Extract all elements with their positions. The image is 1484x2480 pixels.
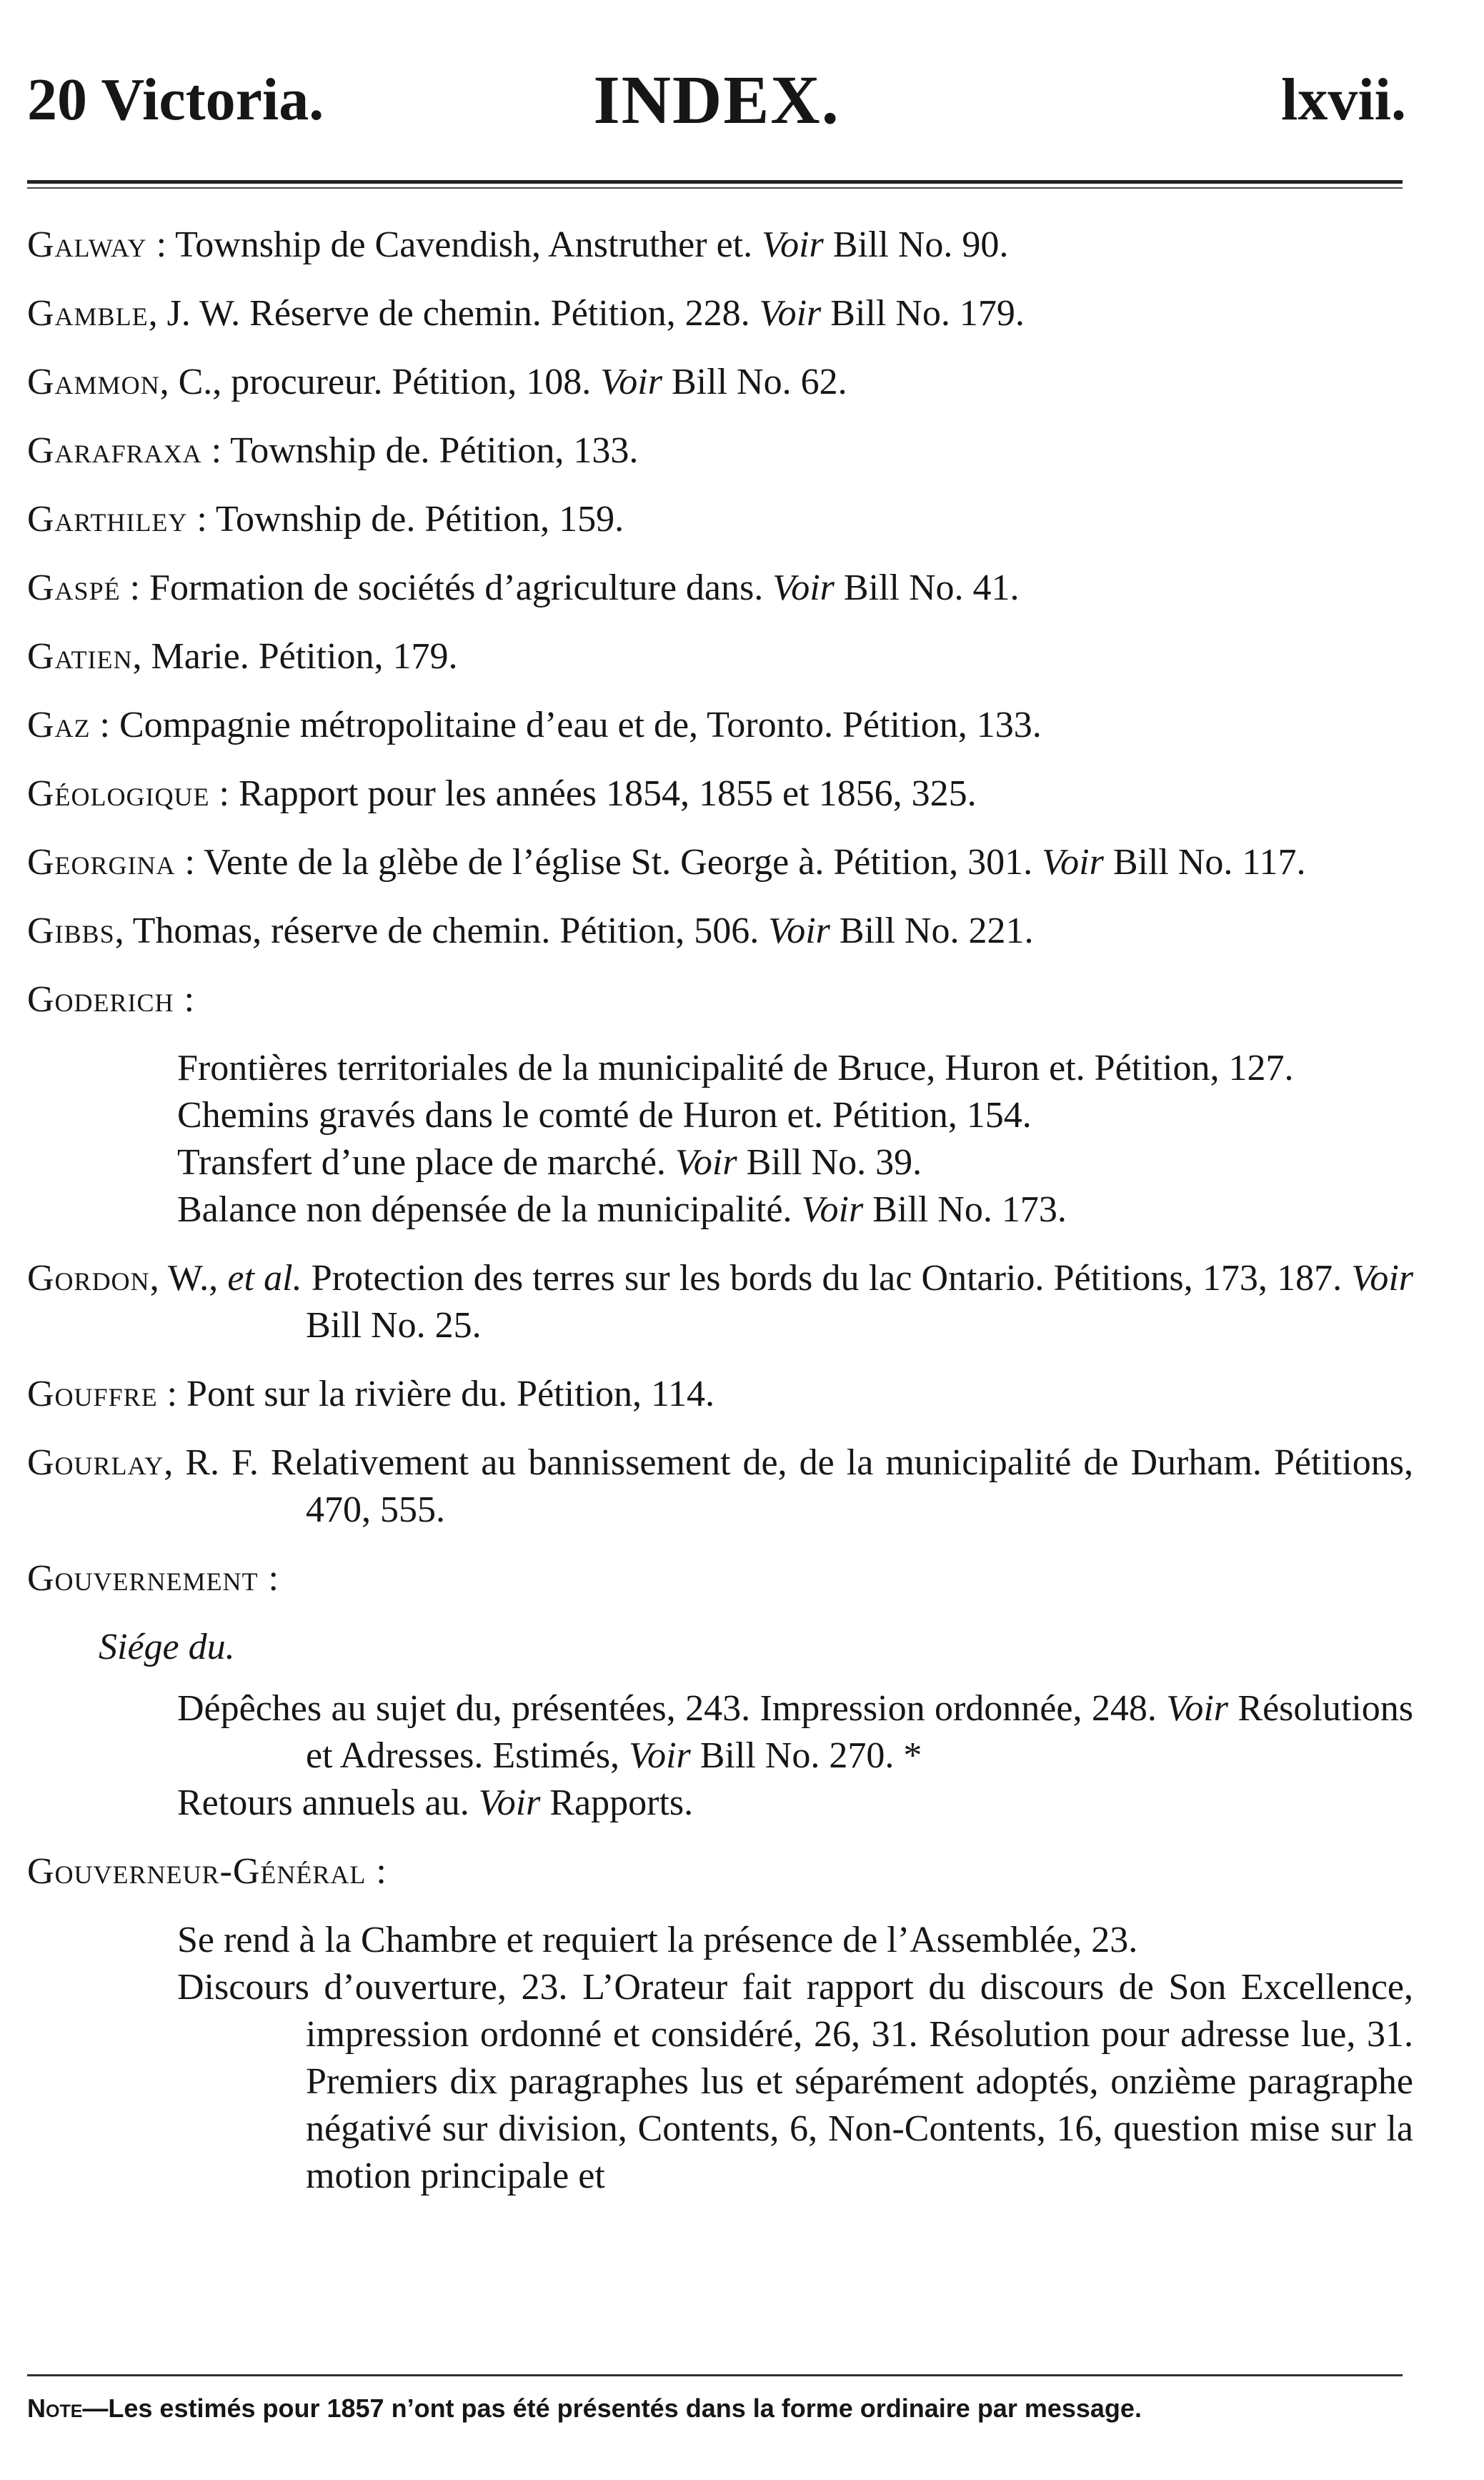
entry-head: Gatien	[27, 636, 133, 677]
index-entry-gaspe	[27, 565, 1413, 612]
subentry-text: Transfert d’une place de marché.	[177, 1142, 675, 1183]
index-entry-gouffre	[27, 1371, 1413, 1418]
entry-text: : Formation de sociétés d’agriculture dans.	[120, 567, 773, 608]
subentry-voir: Voir	[674, 1142, 737, 1183]
index-entry-gourlay	[27, 1439, 1413, 1534]
index-entry-gatien	[27, 633, 1413, 680]
entry-heading	[27, 976, 1413, 1023]
subentry-text: Discours d’ouverture, 23. L’Orateur fait rapport du discours de Son Excellence, impression ordonné et considéré, 26, 31. Résolution pour adresse lue, 31. Premiers dix paragraphes lus et séparément adoptés, onzième paragraphe négativé sur division, Contents, 6, Non-Contents, 16, question mise sur la motion principale et	[177, 1967, 1413, 2196]
entry-head: Gammon	[27, 362, 160, 402]
entry-text: : Rapport pour les années 1854, 1855 et 1856, 325.	[209, 773, 977, 814]
index-entry-gibbs	[27, 908, 1413, 955]
entry-head: Georgina	[27, 842, 176, 883]
entry-colon: :	[366, 1851, 387, 1892]
index-entry-geologique	[27, 770, 1413, 818]
entry-tail: Bill No. 117.	[1103, 842, 1306, 883]
index-entry-gouvernement	[27, 1555, 1413, 1827]
index-entry-gaz	[27, 702, 1413, 749]
entry-text: , Marie. Pétition, 179.	[132, 636, 458, 677]
entry-voir: Voir	[762, 224, 824, 265]
subentry	[27, 1917, 1413, 1964]
subentry-tail: Bill No. 173.	[863, 1189, 1067, 1230]
entry-voir: Voir	[768, 911, 830, 951]
footnote-rule	[27, 2374, 1403, 2376]
entry-text: , J. W. Réserve de chemin. Pétition, 228.	[148, 293, 760, 334]
footnote-text: —Les estimés pour 1857 n’ont pas été présentés dans la forme ordinaire par message.	[82, 2394, 1142, 2423]
subentry	[27, 1780, 1413, 1827]
index-entry-goderich	[27, 976, 1413, 1234]
header-session: 20 Victoria.	[27, 66, 324, 133]
entry-head: Garthiley	[27, 499, 188, 540]
subentry-text: Chemins gravés dans le comté de Huron et. Pétition, 154.	[177, 1095, 1032, 1136]
entry-voir: Voir	[1351, 1258, 1413, 1299]
header-page-number: lxvii.	[1280, 66, 1406, 133]
subentry-text: Balance non dépensée de la municipalité.	[177, 1189, 802, 1230]
entry-text: : Township de. Pétition, 159.	[187, 499, 624, 540]
header-rule-thin	[27, 187, 1403, 189]
entry-text: : Township de. Pétition, 133.	[201, 430, 639, 471]
entry-colon: :	[174, 979, 196, 1020]
entry-voir: Voir	[759, 293, 822, 334]
index-entry-gordon	[27, 1255, 1413, 1349]
entry-head: Gibbs	[27, 911, 115, 951]
subentry	[27, 1045, 1413, 1092]
header-title: INDEX.	[593, 61, 840, 138]
entry-text: : Compagnie métropolitaine d’eau et de, Toronto. Pétition, 133.	[90, 705, 1042, 745]
subentry-text: Frontières territoriales de la municipalité de Bruce, Huron et. Pétition, 127.	[177, 1048, 1294, 1088]
header-rule	[27, 180, 1403, 184]
entry-head: Gouvernement	[27, 1558, 259, 1599]
entry-head: Gourlay	[27, 1442, 164, 1483]
subentry-voir: Voir	[1166, 1688, 1228, 1729]
subentry-voir: Voir	[801, 1189, 864, 1230]
entry-text: , R. F. Relativement au bannissement de, de la municipalité de Durham. Pétitions, 470, 555.	[164, 1442, 1413, 1530]
entry-colon: :	[258, 1558, 279, 1599]
entry-tail: Bill No. 221.	[830, 911, 1034, 951]
index-entry-galway	[27, 222, 1413, 269]
subentry-mid: Résolutions et Adresses. Estimés,	[306, 1688, 1413, 1776]
entry-head: Garafraxa	[27, 430, 202, 471]
subentry-tail: Rapports.	[540, 1782, 694, 1823]
entry-head: Gamble	[27, 293, 149, 334]
entry-tail: Bill No. 62.	[662, 362, 847, 402]
entry-voir: Voir	[600, 362, 662, 402]
entry-head: Gaspé	[27, 567, 121, 608]
subentry-tail: Bill No. 39.	[737, 1142, 922, 1183]
footnote-label: Note	[27, 2394, 83, 2423]
index-entry-garthiley	[27, 496, 1413, 543]
entry-tail: Bill No. 179.	[821, 293, 1025, 334]
subentry-text: Retours annuels au.	[177, 1782, 479, 1823]
entry-voir: Voir	[1042, 842, 1104, 883]
subentry-text: Se rend à la Chambre et requiert la présence de l’Assemblée, 23.	[177, 1920, 1138, 1960]
index-entry-garafraxa	[27, 427, 1413, 475]
entry-heading	[27, 1555, 1413, 1602]
subentry	[27, 1964, 1413, 2200]
subentry-voir-2: Voir	[629, 1735, 691, 1776]
entry-head: Goderich	[27, 979, 174, 1020]
subentry-tail: Bill No. 270. *	[690, 1735, 922, 1776]
index-entry-gouverneur-general	[27, 1848, 1413, 2200]
entry-text: : Pont sur la rivière du. Pétition, 114.	[157, 1374, 715, 1414]
entry-text: , C., procureur. Pétition, 108.	[159, 362, 601, 402]
index-entries	[27, 222, 1413, 2221]
subentry	[27, 1139, 1413, 1186]
entry-head: Gaz	[27, 705, 91, 745]
subheading: Siége du.	[99, 1627, 235, 1667]
entry-tail: Bill No. 90.	[823, 224, 1009, 265]
subentry	[27, 1186, 1413, 1234]
entry-text: : Township de Cavendish, Anstruther et.	[146, 224, 762, 265]
entry-head: Gouffre	[27, 1374, 158, 1414]
entry-tail: Bill No. 25.	[306, 1305, 482, 1346]
entry-heading	[27, 1848, 1413, 1895]
entry-text-2: Protection des terres sur les bords du lac Ontario. Pétitions, 173, 187.	[302, 1258, 1352, 1299]
page-header	[27, 57, 1406, 143]
subentry-text: Dépêches au sujet du, présentées, 243. Impression ordonnée, 248.	[177, 1688, 1167, 1729]
entry-head: Géologique	[27, 773, 210, 814]
entry-head: Galway	[27, 224, 147, 265]
entry-head: Gordon	[27, 1258, 150, 1299]
footnote	[27, 2391, 1406, 2426]
index-entry-gammon	[27, 359, 1413, 406]
entry-head: Gouverneur-Général	[27, 1851, 367, 1892]
entry-tail: Bill No. 41.	[834, 567, 1020, 608]
entry-text: , Thomas, réserve de chemin. Pétition, 506.	[114, 911, 769, 951]
index-entry-gamble	[27, 290, 1413, 337]
entry-etal: et al.	[227, 1258, 302, 1299]
subentry	[27, 1092, 1413, 1139]
entry-text: : Vente de la glèbe de l’église St. George à. Pétition, 301.	[175, 842, 1042, 883]
index-entry-georgina	[27, 839, 1413, 886]
subentry-voir: Voir	[478, 1782, 541, 1823]
subentry	[27, 1685, 1413, 1780]
entry-voir: Voir	[772, 567, 835, 608]
entry-text: , W.,	[149, 1258, 228, 1299]
